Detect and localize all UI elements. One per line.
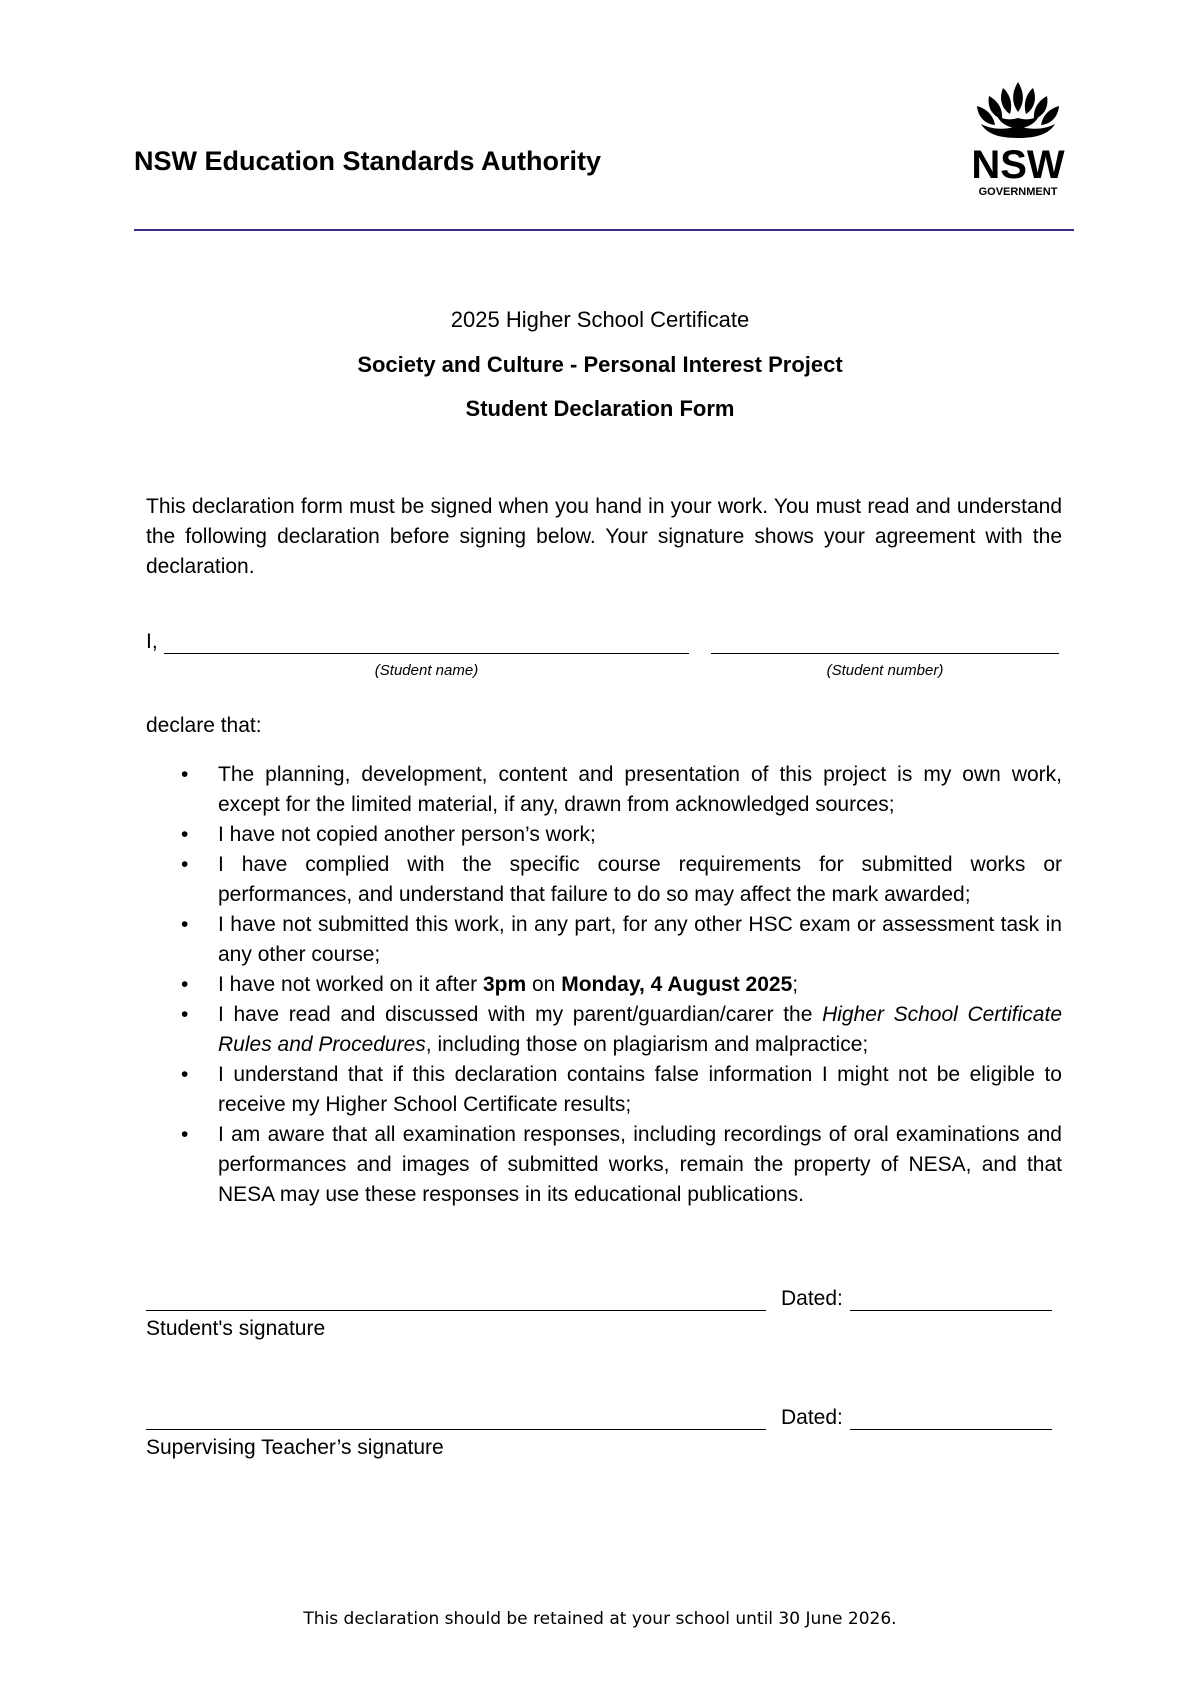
declaration-text: , including those on plagiarism and malpractice; xyxy=(425,1033,869,1056)
teacher-date-field[interactable] xyxy=(850,1429,1052,1430)
organisation-title: NSW Education Standards Authority xyxy=(134,146,602,176)
declaration-item xyxy=(176,970,1062,1000)
teacher-dated-label: Dated: xyxy=(781,1406,843,1429)
student-date-field[interactable] xyxy=(850,1310,1052,1311)
declaration-text: I have not worked on it after xyxy=(218,973,483,996)
form-title: Student Declaration Form xyxy=(465,396,735,421)
declaration-item xyxy=(176,1000,1062,1060)
declaration-text: on xyxy=(526,973,562,996)
retention-notice: This declaration should be retained at your school until 30 June 2026. xyxy=(303,1609,897,1629)
waratah-icon xyxy=(977,82,1059,138)
subject-title: Society and Culture - Personal Interest Project xyxy=(357,352,843,377)
declare-that-label: declare that: xyxy=(146,714,262,737)
declaration-item: • The planning, development, content and presentation of this project is my own work, except for the limited material, if any, drawn from acknowledged sources; xyxy=(176,760,1062,820)
teacher-signature-label: Supervising Teacher’s signature xyxy=(146,1436,444,1459)
student-number-caption: (Student number) xyxy=(826,662,944,679)
declaration-item: • I understand that if this declaration contains false information I might not be eligible to receive my Higher School Certificate results; xyxy=(176,1060,1062,1120)
identity-prefix: I, xyxy=(146,630,158,653)
deadline-date: Monday, 4 August 2025 xyxy=(561,973,793,996)
hsc-year-line: 2025 Higher School Certificate xyxy=(450,307,750,332)
rules-document-title: Higher School Certificate Rules and Procedures xyxy=(218,1003,1062,1056)
intro-paragraph: This declaration form must be signed when you hand in your work. You must read and understand the following declaration before signing below. Your signature shows your agreement with the declaration. xyxy=(146,495,1062,578)
declaration-item: • I have complied with the specific course requirements for submitted works or performances, and understand that failure to do so may affect the mark awarded; xyxy=(176,850,1062,910)
student-signature-field[interactable] xyxy=(146,1310,766,1311)
logo-wordmark: NSW xyxy=(971,143,1065,187)
logo-subtext: GOVERNMENT xyxy=(978,186,1058,198)
declaration-text: I have read and discussed with my parent/guardian/carer the xyxy=(218,1003,823,1026)
declaration-item: • I have not submitted this work, in any part, for any other HSC exam or assessment task in any other course; xyxy=(176,910,1062,970)
student-number-field[interactable] xyxy=(711,653,1059,654)
header-divider xyxy=(134,229,1074,231)
teacher-signature-field[interactable] xyxy=(146,1429,766,1430)
student-name-caption: (Student name) xyxy=(374,662,479,679)
declaration-item: • I have not copied another person’s work; xyxy=(176,820,1062,850)
nsw-government-logo xyxy=(963,78,1073,200)
declaration-item: • I am aware that all examination responses, including recordings of oral examinations and performances and images of submitted works, remain the property of NESA, and that NESA may use these responses in its educational publications. xyxy=(176,1120,1062,1210)
student-signature-label: Student's signature xyxy=(146,1317,326,1340)
student-dated-label: Dated: xyxy=(781,1287,843,1310)
declaration-list xyxy=(176,760,1062,1210)
declaration-text: ; xyxy=(792,973,799,996)
deadline-time: 3pm xyxy=(482,973,527,996)
student-name-field[interactable] xyxy=(164,653,689,654)
